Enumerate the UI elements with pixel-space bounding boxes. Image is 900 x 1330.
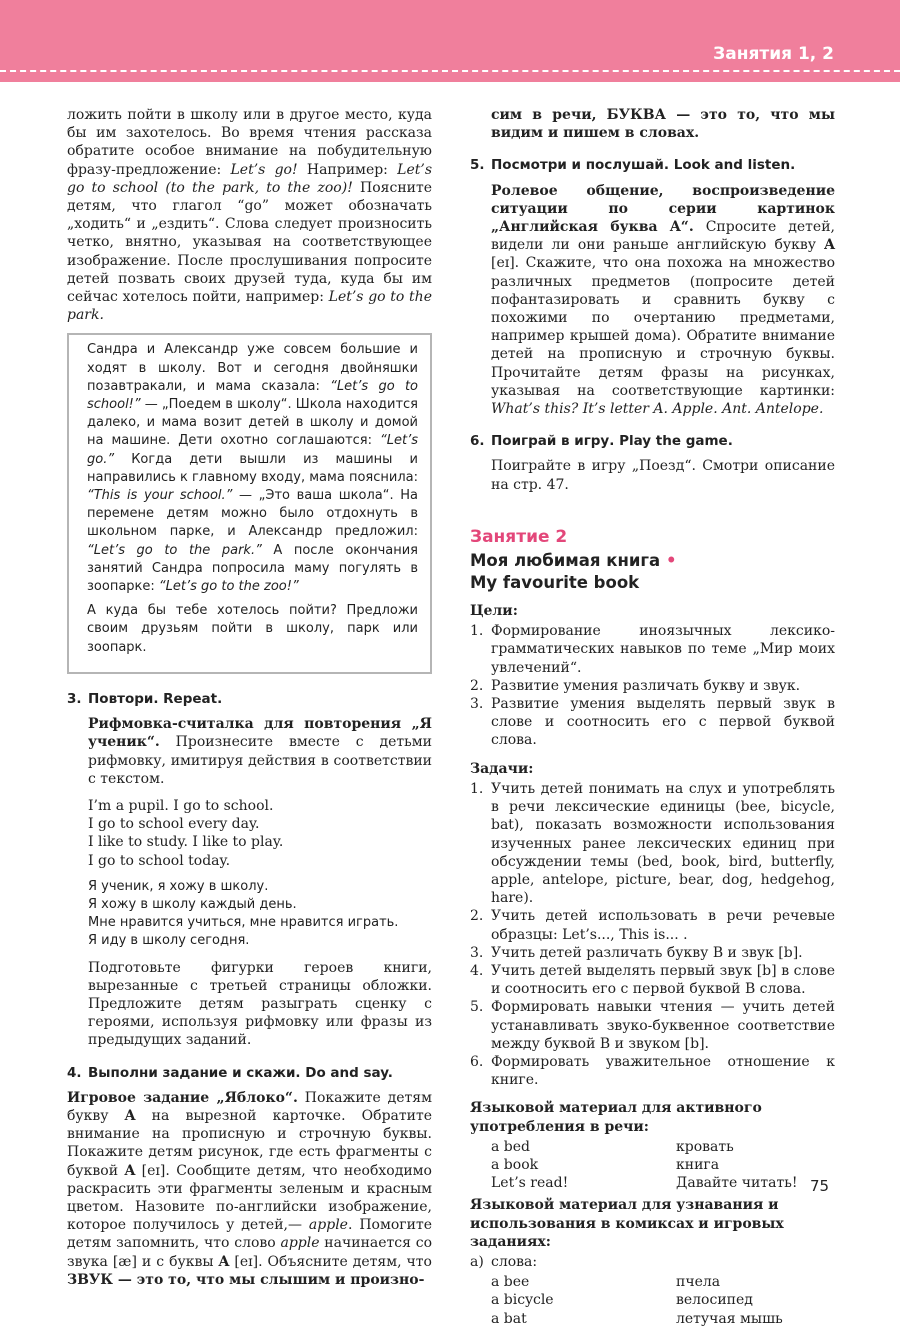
list-item: 5. Формировать навыки чтения — учить детей устанавливать звуко-буквенное соответствие между буквой B и звуком [b]. [470,999,835,1052]
intro-paragraph: ложить пойти в школу или в другое место, куда бы им захотелось. Во время чтения рассказа обратите особое внимание на побудительную фразу-предложение: Let’s go! Например: Let’s go to school (to the park, to the zoo)! Поясните детям, что глагол “go” может обозначать „ходить“ и „ездить“. Слова следует произносить четко, внятно, указывая на соответствующее изображение. После прослушивания попросите детей позвать своих друзей туда, куда бы им сейчас хотелось пойти, например: Let’s go to the park. [67,107,433,324]
rhyme-line: I’m a pupil. I go to school. [88,797,274,814]
page-number: 75 [810,1177,830,1195]
list-item: 6. Формировать уважительное отношение к книге. [470,1053,835,1089]
header-stitch-line [0,70,900,72]
header-title: Занятия 1, 2 [713,44,834,64]
rhyme-line: Я ученик, я хожу в школу. [88,878,269,894]
rhyme-line: Мне нравится учиться, мне нравится играть. [88,915,399,931]
rhyme-russian [88,878,432,951]
book-title-ru: Моя любимая книга • [470,551,677,571]
active-vocab-table [491,1138,797,1193]
tasks-list [470,780,835,1089]
book-title-en: My favourite book [470,573,640,593]
story-question: А куда бы тебе хотелось пойти? Предложи своим друзьям пойти в школу, парк или зоопарк. [87,603,418,655]
left-column [67,106,432,1289]
task-6-description: Поиграйте в игру „Поезд“. Смотри описание на стр. 47. [491,458,835,493]
task-4-heading: 4. Выполни задание и скажи. Do and say. [67,1064,393,1081]
story-text: Сандра и Александр уже совсем большие и ходят в школу. Вот и сегодня двойняшки позавтракали, и мама сказала: “Let’s go to school!” — „Поедем в школу“. Школа находится далеко, и мама возит детей в школу и домой на машине. Дети охотно соглашаются: “Let’s go.” Когда дети вышли из машины и направились к главному входу, мама пояснила: “This is your school.” — „Это ваша школа“. На перемене детям можно было отдохнуть в школьном парке, и Александр предложил: “Let’s go to the park.” А после окончания занятий Сандра попросила маму погулять в зоопарке: “Let’s go to the zoo!” [87,342,419,595]
list-item: 1. Формирование иноязычных лексико-грамматических навыков по теме „Мир моих увлечений“. [470,623,835,676]
goals-list [470,622,835,749]
lesson-title: Занятие 2 [470,526,568,547]
passive-sublist [470,1253,835,1271]
table-row: a bee пчела [491,1274,721,1291]
goals-heading: Цели: [470,603,518,620]
task-3-description: Рифмовка-считалка для повторения „Я ученик“. Произнесите вместе с детьми рифмовку, имитируя действия в соответствии с текстом. [88,716,432,787]
list-item: 1. Учить детей понимать на слух и употреблять в речи лексические единицы (bee, bicycle, bat), показать возможности использования изученных ранее лексических единиц при обсуждении темы (bed, book, bird, butterfly, apple, antelope, picture, bear, dog, hedgehog, hare). [470,780,835,907]
bullet-dot: • [665,551,677,571]
task-6-heading: 6. Поиграй в игру. Play the game. [470,433,733,450]
list-item: 3. Учить детей различать букву B и звук [b]. [470,944,803,961]
story-box [67,333,432,673]
table-row: a bicycle велосипед [491,1292,753,1309]
table-row: a bat летучая мышь [491,1310,783,1327]
task-4-description: Игровое задание „Яблоко“. Покажите детям букву A на вырезной карточке. Обратите внимание на прописную и строчную буквы. Покажите детям рисунок, где есть фрагменты с буквой A [eɪ]. Сообщите детям, что необходимо раскрасить эти фрагменты зеленым и красным цветом. Назовите по-английски изображение, которое получилось у детей,— apple. Помогите детям запомнить, что слово apple начинается со звука [æ] и с буквы A [eɪ]. Объясните детям, что ЗВУК — это то, что мы слышим и произно- [67,1089,433,1288]
table-row: Let’s read! Давайте читать! [491,1175,798,1192]
rhyme-line: I go to school today. [88,852,231,869]
task-3-heading: 3. Повтори. Repeat. [67,690,223,707]
passive-vocab-heading: Языковой материал для узнавания и использования в комиксах и игровых заданиях: [470,1197,784,1250]
rhyme-line: I go to school every day. [88,816,260,833]
list-item: 2. Учить детей использовать в речи речевые образцы: Let’s..., This is... . [470,908,835,943]
passive-vocab-table [491,1273,783,1328]
tasks-heading: Задачи: [470,760,534,777]
rhyme-english [88,797,432,870]
list-item: 2. Развитие умения различать букву и звук. [470,677,801,694]
rhyme-line: I like to study. I like to play. [88,834,284,851]
page-header-band [0,0,900,82]
table-row: a bed кровать [491,1138,734,1155]
rhyme-line: Я иду в школу сегодня. [88,933,250,949]
table-row: a book книга [491,1156,720,1173]
task-5-description: Ролевое общение, воспроизведение ситуации по серии картинок „Английская буква A“. Спросите детей, видели ли они раньше английскую букву A [eɪ]. Скажите, что она похожа на множество различных предметов (попросите детей пофантазировать и сравнить букву с похожими по очертанию предметами, например крышей дома). Обратите внимание детей на прописную и строчную буквы. Прочитайте детям фразы на рисунках, указывая на соответствующие картинки: What’s this? It’s letter A. Apple. Ant. Antelope. [491,182,835,418]
list-item: 3. Развитие умения выделять первый звук в слове и соотносить его с первой буквой слова. [470,696,835,749]
list-item: 4. Учить детей выделять первый звук [b] в слове и соотносить его с первой буквой B слова. [470,962,835,998]
list-item: а) слова: [470,1253,538,1270]
continuation-text: сим в речи, БУКВА — это то, что мы видим и пишем в словах. [491,107,835,142]
active-vocab-heading: Языковой материал для активного употребления в речи: [470,1100,762,1135]
rhyme-line: Я хожу в школу каждый день. [88,896,297,912]
task-3-after: Подготовьте фигурки героев книги, вырезанные с третьей страницы обложки. Предложите детям разыграть сценку с героями, используя рифмовку или фразы из предыдущих заданий. [88,959,432,1049]
task-5-heading: 5. Посмотри и послушай. Look and listen. [470,157,796,174]
right-column [470,106,835,1330]
